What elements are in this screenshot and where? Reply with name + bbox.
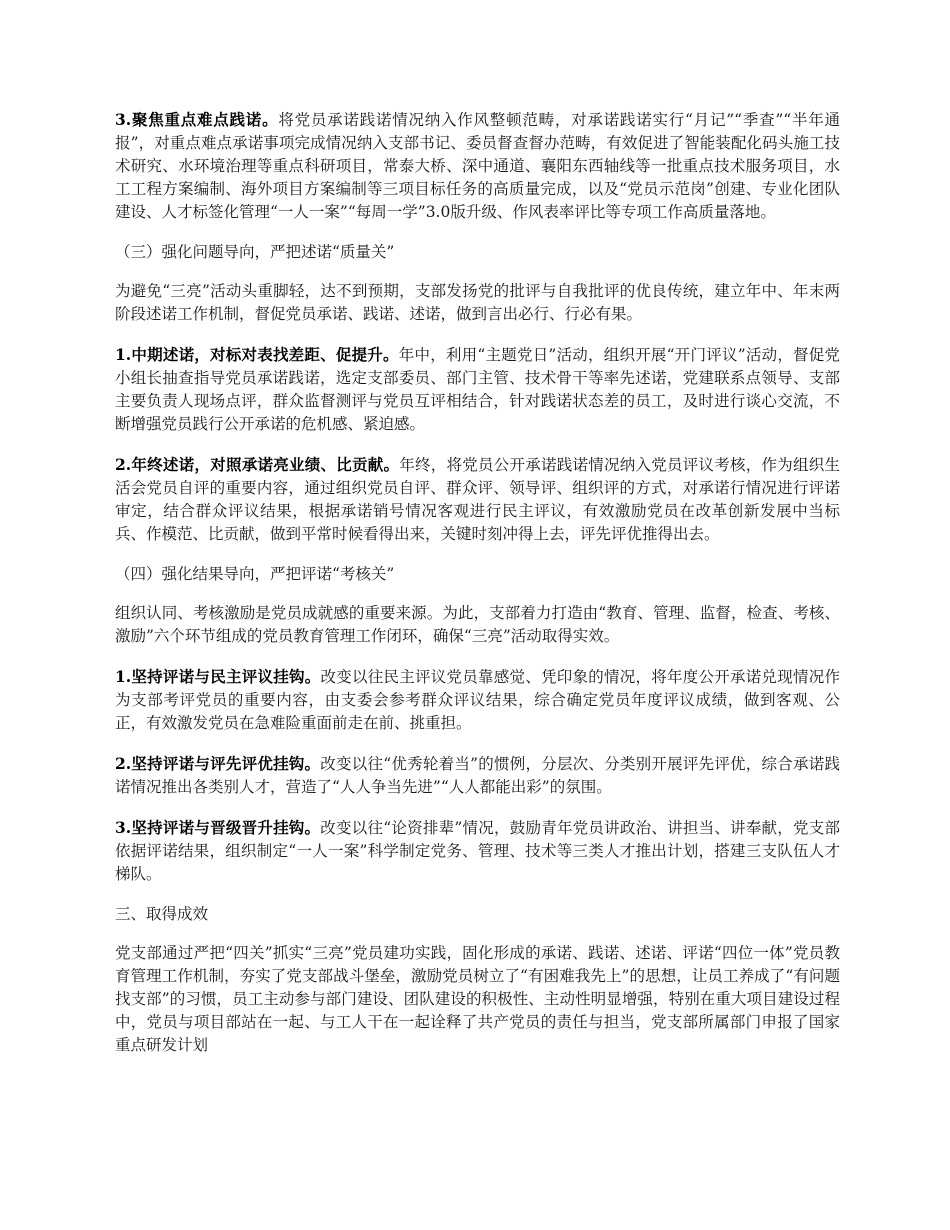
- section-heading-results: 三、取得成效: [115, 905, 209, 923]
- paragraph-yearend-review: [115, 453, 840, 546]
- paragraph-lead: 1.中期述诺，对标对表找差距、促提升。: [115, 345, 399, 364]
- paragraph-focus-key-difficulties: [115, 108, 840, 224]
- paragraph-text: 改变以往“论资排辈”情况，鼓励青年党员讲政治、讲担当、讲奉献，党支部依据评诺结果，组织制定“一人一案”科学制定党务、管理、技术等三类人才推出计划，搭建三支队伍人才梯队。: [115, 819, 840, 883]
- paragraph-intro-quality: 为避免“三亮”活动头重脚轻，达不到预期，支部发扬党的批评与自我批评的优良传统，建立年中、年末两阶段述诺工作机制，督促党员承诺、践诺、述诺，做到言出必行、行必有果。: [115, 282, 840, 323]
- paragraph-lead: 3.聚焦重点难点践诺。: [115, 110, 279, 129]
- paragraph-promotion: [115, 816, 840, 886]
- paragraph-lead: 2.年终述诺，对照承诺亮业绩、比贡献。: [115, 455, 400, 474]
- paragraph-lead: 2.坚持评诺与评先评优挂钩。: [115, 754, 321, 773]
- section-heading-4: （四）强化结果导向，严把评诺“考核关”: [115, 565, 395, 583]
- paragraph-midterm-review: [115, 343, 840, 436]
- paragraph-text: 年终，将党员公开承诺践诺情况纳入党员评议考核，作为组织生活会党员自评的重要内容，通过组织党员自评、群众评、领导评、组织评的方式，对承诺行情况进行评诺审定，结合群众评议结果，根据承诺销号情况客观进行民主评议，有效激励党员在改革创新发展中当标兵、作模范、比贡献，做到平常时候看得出来，关键时刻冲得上去，评先评优推得出去。: [115, 456, 840, 543]
- paragraph-text: 改变以往“优秀轮着当”的惯例，分层次、分类别开展评先评优，综合承诺践诺情况推出各类别人才，营造了“人人争当先进”“人人都能出彩”的氛围。: [115, 755, 840, 796]
- paragraph-excellence-evaluation: [115, 752, 840, 799]
- document-page: [115, 108, 840, 1074]
- paragraph-intro-assessment: 组织认同、考核激励是党员成就感的重要来源。为此，支部着力打造由“教育、管理、监督，检查、考核、激励”六个环节组成的党员教育管理工作闭环，确保“三亮”活动取得实效。: [115, 604, 840, 645]
- paragraph-text: 年中，利用“主题党日”活动，组织开展“开门评议”活动，督促党小组长抽查指导党员承诺践诺，选定支部委员、部门主管、技术骨干等率先述诺，党建联系点领导、支部主要负责人现场点评，群众监督测评与党员互评相结合，针对践诺状态差的员工，及时进行谈心交流，不断增强党员践行公开承诺的危机感、紧迫感。: [115, 346, 840, 433]
- paragraph-text: 将党员承诺践诺情况纳入作风整顿范畴，对承诺践诺实行“月记”“季查”“半年通报”，对重点难点承诺事项完成情况纳入支部书记、委员督查督办范畴，有效促进了智能装配化码头施工技术研究、水环境治理等重点科研项目，常泰大桥、深中通道、襄阳东西轴线等一批重点技术服务项目，水工工程方案编制、海外项目方案编制等三项目标任务的高质量完成，以及“党员示范岗”创建、专业化团队建设、人才标签化管理“一人一案”“每周一学”3.0版升级、作风表率评比等专项工作高质量落地。: [115, 111, 840, 221]
- paragraph-democratic-evaluation: [115, 665, 840, 735]
- paragraph-lead: 3.坚持评诺与晋级晋升挂钩。: [115, 818, 321, 837]
- paragraph-text: 改变以往民主评议党员靠感觉、凭印象的情况，将年度公开承诺兑现情况作为支部考评党员的重要内容，由支委会参考群众评议结果，综合确定党员年度评议成绩，做到客观、公正，有效激发党员在急难险重面前走在前、挑重担。: [115, 668, 840, 732]
- section-heading-3: （三）强化问题导向，严把述诺“质量关”: [115, 243, 395, 261]
- paragraph-lead: 1.坚持评诺与民主评议挂钩。: [115, 667, 321, 686]
- paragraph-results: 党支部通过严把“四关”抓实“三亮”党员建功实践，固化形成的承诺、践诺、述诺、评诺“四位一体”党员教育管理工作机制，夯实了党支部战斗堡垒，激励党员树立了“有困难我先上”的思想，让员工养成了“有问题找支部”的习惯，员工主动参与部门建设、团队建设的积极性、主动性明显增强，特别在重大项目建设过程中，党员与项目部站在一起、与工人干在一起诠释了共产党员的责任与担当，党支部所属部门申报了国家重点研发计划: [115, 944, 840, 1054]
